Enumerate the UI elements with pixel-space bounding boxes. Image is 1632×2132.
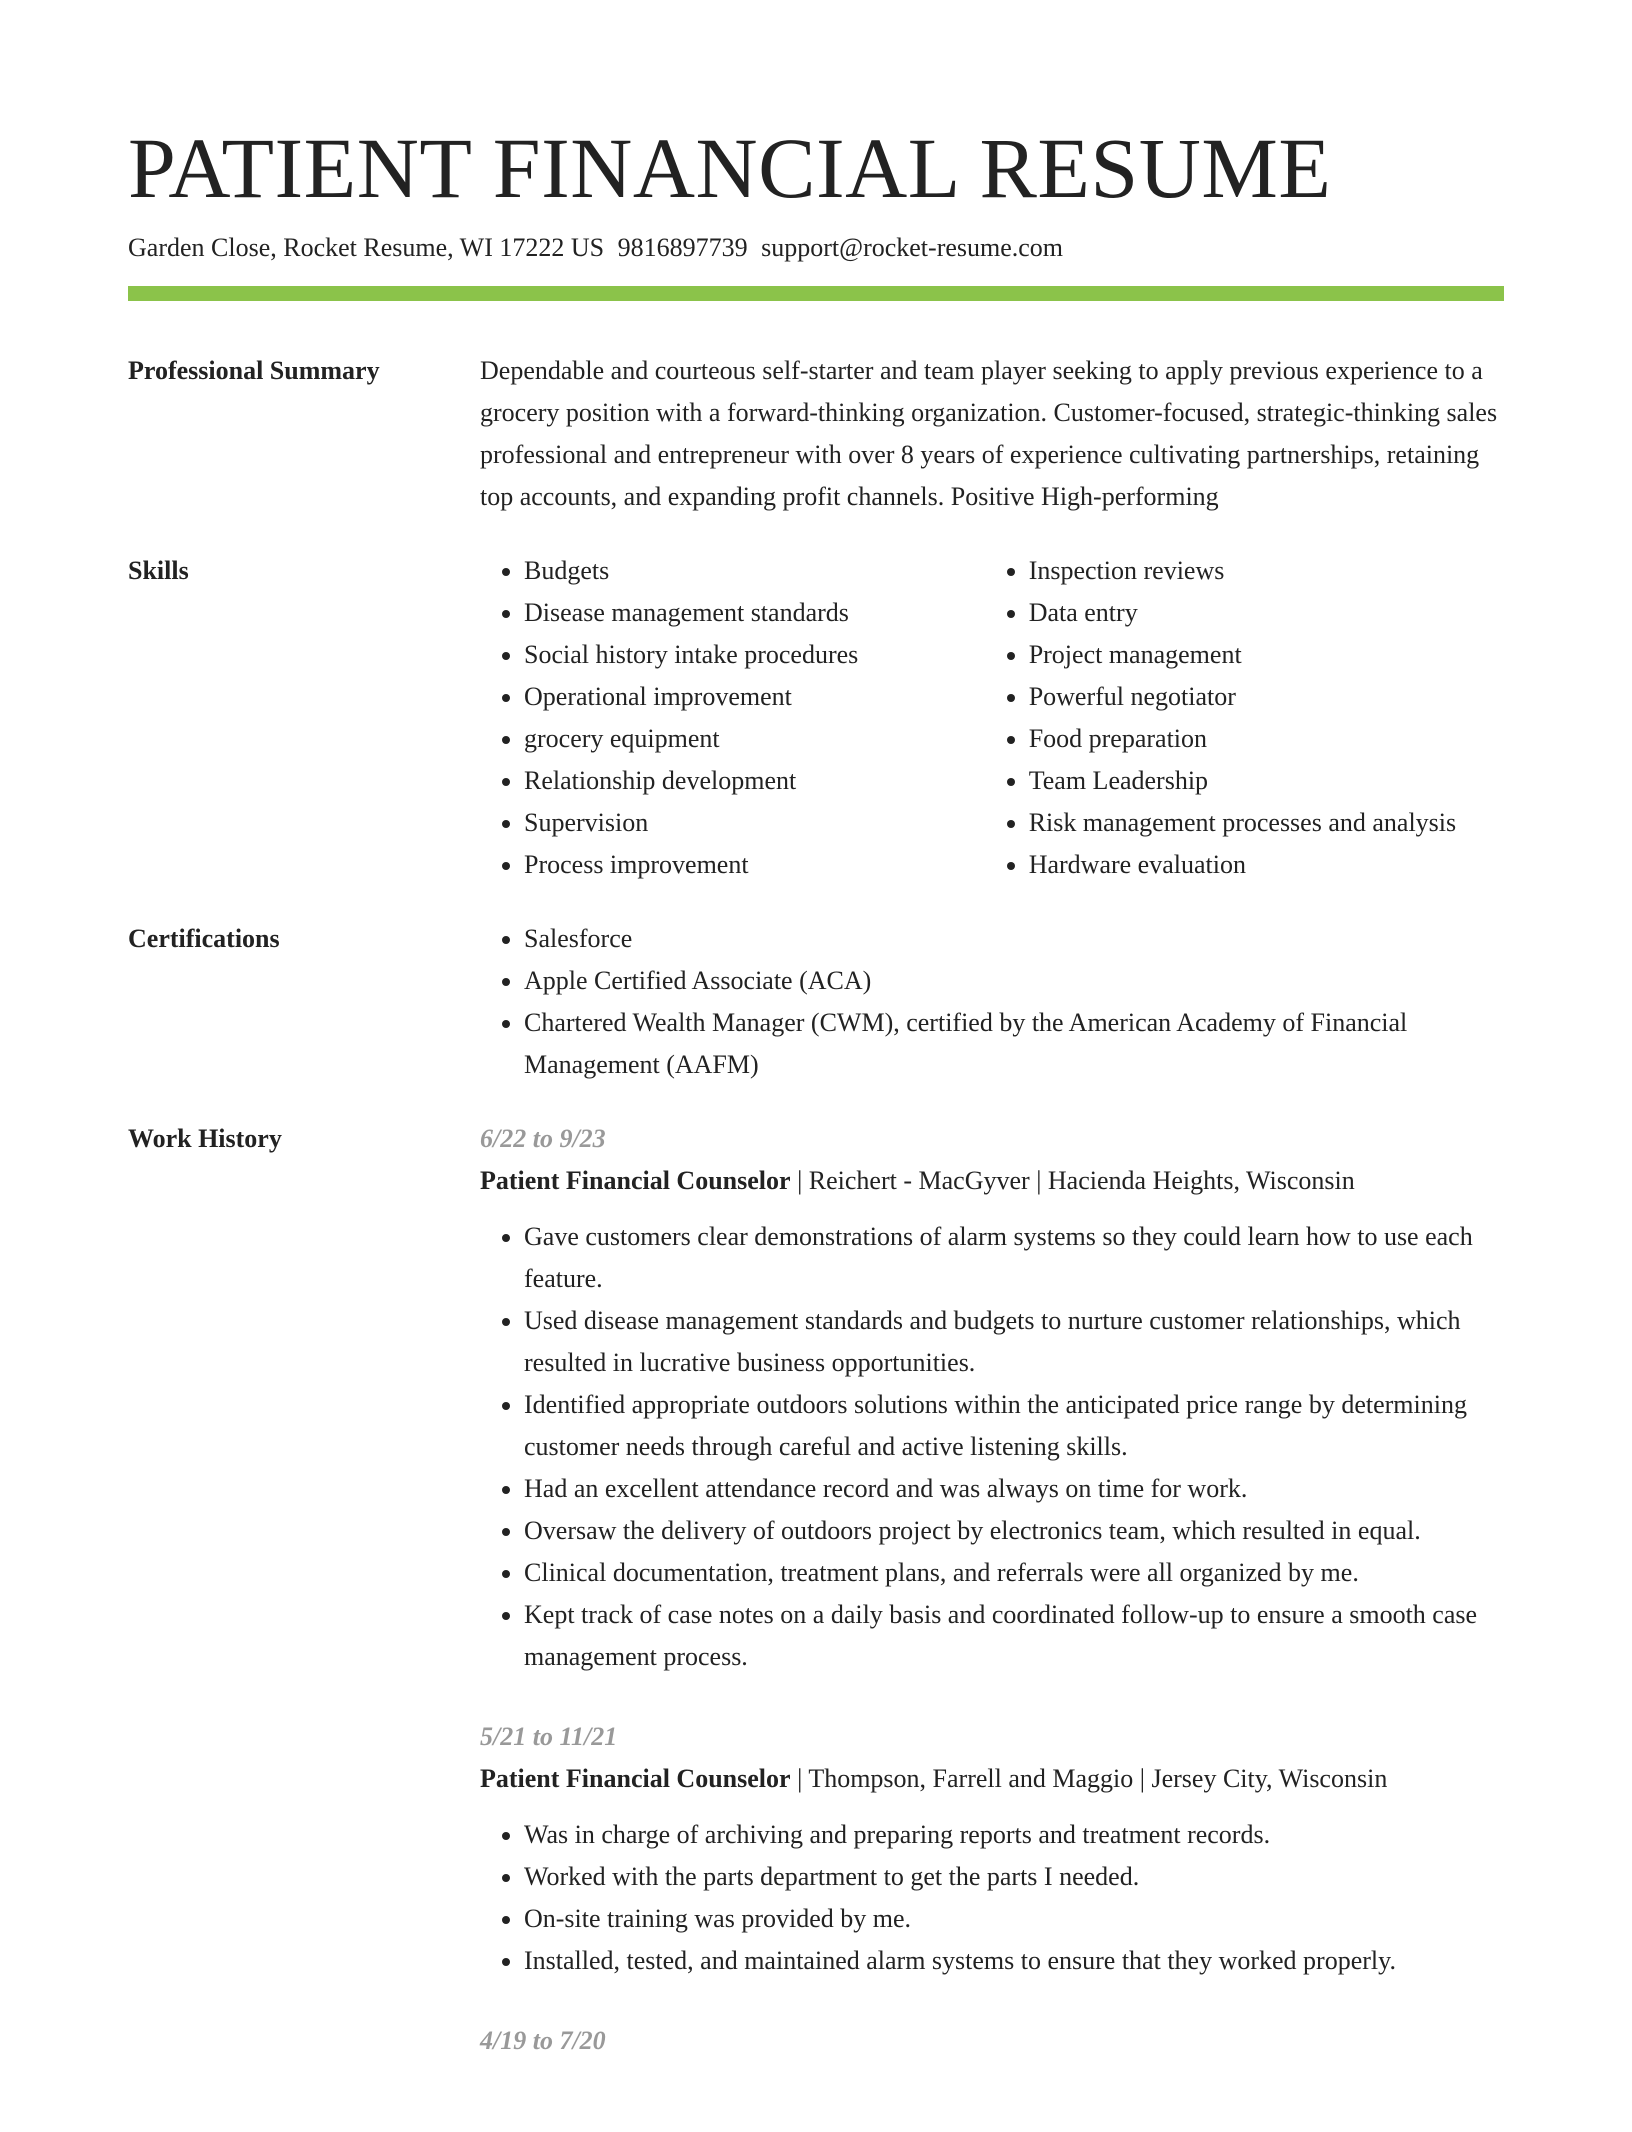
skill-item: • Food preparation: [1029, 718, 1504, 760]
job-bullet: • Kept track of case notes on a daily basis and coordinated follow-up to ensure a smooth case management process.: [524, 1594, 1504, 1678]
skill-item: • Relationship development: [524, 760, 985, 802]
section-label-certifications: Certifications: [128, 924, 280, 953]
skill-item: • Inspection reviews: [1029, 550, 1504, 592]
job-bullet: • Was in charge of archiving and preparing reports and treatment records.: [524, 1814, 1504, 1856]
separator: |: [790, 1166, 809, 1195]
job-dates: 5/21 to 11/21: [480, 1722, 618, 1751]
job-bullet: • Clinical documentation, treatment plans, and referrals were all organized by me.: [524, 1552, 1504, 1594]
job-bullet: • Gave customers clear demonstrations of alarm systems so they could learn how to use each feature.: [524, 1216, 1504, 1300]
job-dates: 6/22 to 9/23: [480, 1124, 606, 1153]
accent-divider: [128, 286, 1504, 301]
section-label-skills: Skills: [128, 556, 189, 585]
professional-summary-section: [128, 350, 1504, 518]
skills-section: [128, 550, 1504, 886]
skill-item: • Data entry: [1029, 592, 1504, 634]
section-label-work-history: Work History: [128, 1124, 282, 1153]
skill-item: • Disease management standards: [524, 592, 985, 634]
job-entry: [480, 2020, 1504, 2062]
skill-item: • Supervision: [524, 802, 985, 844]
contact-phone: 9816897739: [617, 233, 748, 262]
skill-item: • Hardware evaluation: [1029, 844, 1504, 886]
skill-item: • grocery equipment: [524, 718, 985, 760]
job-location: Hacienda Heights, Wisconsin: [1047, 1166, 1355, 1195]
separator: |: [1029, 1166, 1048, 1195]
job-location: Jersey City, Wisconsin: [1151, 1764, 1388, 1793]
skill-item: • Social history intake procedures: [524, 634, 985, 676]
job-bullet: • Installed, tested, and maintained alarm systems to ensure that they worked properly.: [524, 1940, 1504, 1982]
job-entry: [480, 1716, 1504, 1982]
job-title: Patient Financial Counselor: [480, 1166, 791, 1195]
job-bullets: [480, 1814, 1504, 1982]
resume-sections: [128, 350, 1504, 2132]
job-title: Patient Financial Counselor: [480, 1764, 791, 1793]
certification-item: • Chartered Wealth Manager (CWM), certified by the American Academy of Financial Management (AAFM): [524, 1002, 1504, 1086]
job-bullet: • Oversaw the delivery of outdoors project by electronics team, which resulted in equal.: [524, 1510, 1504, 1552]
summary-text: Dependable and courteous self-starter and team player seeking to apply previous experience to a grocery position with a forward-thinking organization. Customer-focused, strategic-thinking sales professional and entrepreneur with over 8 years of experience cultivating partnerships, retaining top accounts, and expanding profit channels. Positive High-performing: [480, 356, 1498, 511]
job-bullet: • Worked with the parts department to get the parts I needed.: [524, 1856, 1504, 1898]
certification-item: • Salesforce: [524, 918, 1504, 960]
job-bullet: • Had an excellent attendance record and was always on time for work.: [524, 1468, 1504, 1510]
job-bullet: • Used disease management standards and budgets to nurture customer relationships, which resulted in lucrative business opportunities.: [524, 1300, 1504, 1384]
job-heading: [480, 1160, 1504, 1202]
section-body-certifications: [480, 918, 1504, 1086]
skills-grid: [480, 550, 1504, 886]
job-company: Thompson, Farrell and Maggio: [808, 1764, 1134, 1793]
skill-item: • Operational improvement: [524, 676, 985, 718]
certifications-list: [480, 918, 1504, 1086]
certification-item: • Apple Certified Associate (ACA): [524, 960, 1504, 1002]
skill-item: • Powerful negotiator: [1029, 676, 1504, 718]
job-bullet: • On-site training was provided by me.: [524, 1898, 1504, 1940]
job-bullets: [480, 1216, 1504, 1678]
skill-item: • Project management: [1029, 634, 1504, 676]
job-bullet: • Identified appropriate outdoors solutions within the anticipated price range by determining customer needs through careful and active listening skills.: [524, 1384, 1504, 1468]
separator: |: [1133, 1764, 1152, 1793]
contact-line: [128, 230, 1063, 266]
skill-item: • Team Leadership: [1029, 760, 1504, 802]
section-body-summary: [480, 350, 1504, 518]
skills-column-2: [985, 550, 1504, 886]
job-heading: [480, 1758, 1504, 1800]
job-dates: 4/19 to 7/20: [480, 2026, 606, 2055]
skill-item: • Process improvement: [524, 844, 985, 886]
skill-item: • Risk management processes and analysis: [1029, 802, 1504, 844]
section-label-summary: Professional Summary: [128, 356, 380, 385]
skills-column-1: [480, 550, 985, 886]
job-company: Reichert - MacGyver: [808, 1166, 1030, 1195]
job-entry: [480, 1118, 1504, 1678]
contact-email[interactable]: support@rocket-resume.com: [761, 233, 1064, 262]
skill-item: • Budgets: [524, 550, 985, 592]
contact-address: Garden Close, Rocket Resume, WI 17222 US: [128, 233, 605, 262]
separator: |: [790, 1764, 809, 1793]
resume-title: PATIENT FINANCIAL RESUME: [128, 120, 1332, 216]
work-history-section: [128, 1118, 1504, 2100]
certifications-section: [128, 918, 1504, 1086]
work-history-body: [480, 1118, 1504, 2100]
